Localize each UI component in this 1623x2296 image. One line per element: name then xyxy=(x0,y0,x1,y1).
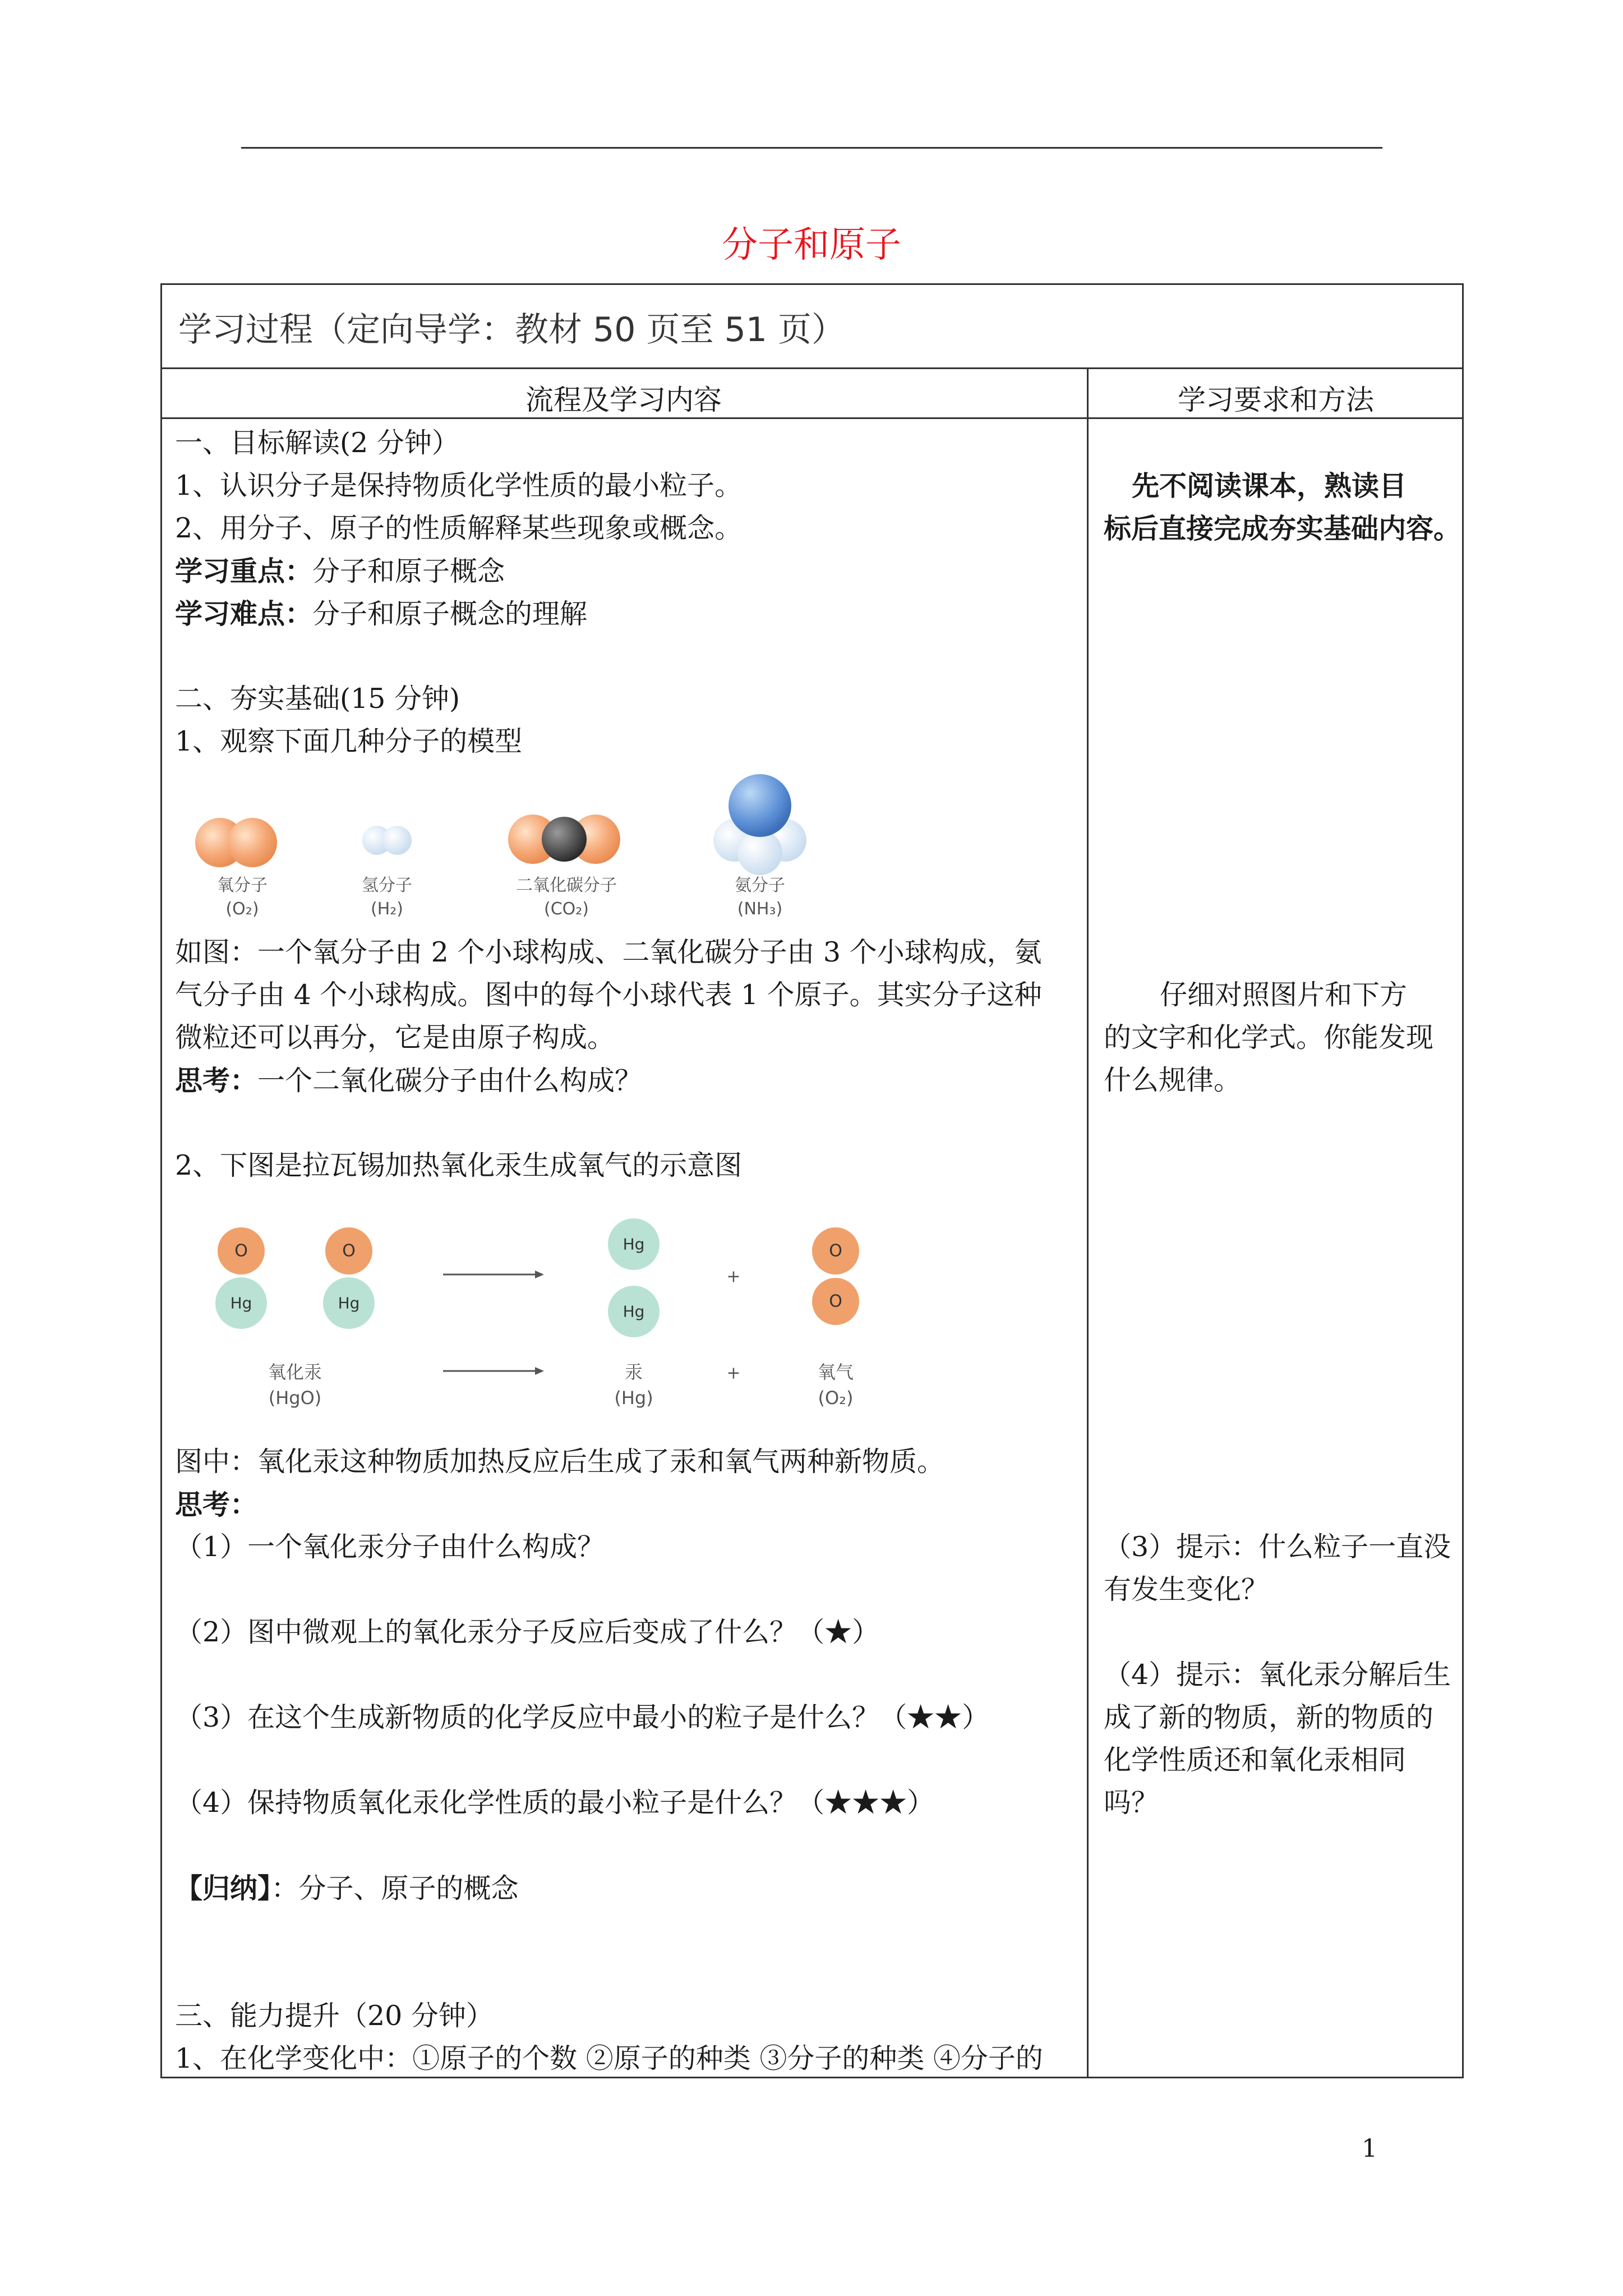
label-o2-formula: (O₂) xyxy=(818,1387,854,1409)
molecule-label-co2: 二氧化碳分子 (CO₂) xyxy=(516,876,617,919)
page-number: 1 xyxy=(1362,2134,1377,2163)
right-note-3 xyxy=(1104,1526,1451,1611)
right-note-2 xyxy=(1104,974,1433,1102)
right-note-3-line-2: 有发生变化？ xyxy=(1104,1573,1269,1605)
right-note-2-line-1: 仔细对照图片和下方 xyxy=(1160,979,1408,1011)
mercury-oxide-reaction-diagram xyxy=(185,1212,914,1447)
svg-text:O: O xyxy=(829,1291,842,1312)
part2-question-1: 1、观察下面几种分子的模型 xyxy=(175,725,523,757)
right-note-3-line-1: （3）提示：什么粒子一直没 xyxy=(1104,1531,1451,1563)
part1-heading: 一、目标解读(2 分钟） xyxy=(175,427,459,459)
key-point-text: 分子和原子概念 xyxy=(312,555,505,587)
ammonia-molecule-model xyxy=(713,774,806,875)
label-hg-name: 汞 xyxy=(624,1361,643,1383)
column-header-left: 流程及学习内容 xyxy=(525,384,722,416)
svg-text:Hg: Hg xyxy=(623,1302,645,1321)
header-rule xyxy=(241,147,1382,149)
question-3: （3）在这个生成新物质的化学反应中最小的粒子是什么？（★★） xyxy=(175,1701,990,1733)
hgo-molecule-2 xyxy=(323,1227,375,1329)
hydrogen-molecule-model xyxy=(362,826,412,855)
molecule-paragraph-line-3: 微粒还可以再分，它是由原子构成。 xyxy=(175,1022,615,1053)
table-divider-heading xyxy=(160,367,1464,369)
svg-text:Hg: Hg xyxy=(230,1294,252,1313)
right-note-2-line-3: 什么规律。 xyxy=(1104,1064,1242,1096)
right-note-4 xyxy=(1104,1654,1451,1824)
right-note-4-line-1: （4）提示：氧化汞分解后生 xyxy=(1104,1659,1451,1691)
reaction-caption: 图中：氧化汞这种物质加热反应后生成了汞和氧气两种新物质。 xyxy=(175,1446,945,1478)
label-hgo-formula: (HgO) xyxy=(268,1387,322,1409)
section-heading-text: 学习过程（定向导学：教材 50 页至 51 页） xyxy=(178,310,845,349)
molecule-label-h2: 氢分子 (H₂) xyxy=(362,876,412,919)
key-point-label: 学习重点： xyxy=(175,555,313,587)
right-note-1-line-2: 标后直接完成夯实基础内容。 xyxy=(1104,512,1461,545)
part3-heading: 三、能力提升（20 分钟） xyxy=(175,2000,494,2032)
right-note-4-line-3: 化学性质还和氧化汞相同 xyxy=(1104,1744,1407,1776)
label-o2-name: 氧气 xyxy=(817,1361,854,1383)
column-header-right: 学习要求和方法 xyxy=(1178,384,1374,416)
page-title: 分子和原子 xyxy=(722,224,901,266)
plus-sign-bottom: + xyxy=(726,1363,741,1383)
think-question-1 xyxy=(175,1059,642,1102)
right-note-1-line-1: 先不阅读课本，熟读目 xyxy=(1132,470,1407,502)
label-hgo-name: 氧化汞 xyxy=(268,1361,322,1383)
difficulty-point xyxy=(175,592,587,636)
key-point xyxy=(175,550,505,593)
summary-label: 【归纳】 xyxy=(175,1872,271,1904)
molecule-paragraph-line-2: 气分子由 4 个小球构成。图中的每个小球代表 1 个原子。其实分子这种 xyxy=(175,979,1042,1011)
hg-atoms xyxy=(608,1218,660,1337)
molecule-label-o2: 氧分子 (O₂) xyxy=(217,876,268,919)
svg-text:O: O xyxy=(342,1241,356,1261)
o2-molecule xyxy=(812,1227,859,1325)
part2-question-2: 2、下图是拉瓦锡加热氧化汞生成氧气的示意图 xyxy=(175,1149,743,1181)
reaction-arrow-bottom xyxy=(443,1367,544,1375)
question-2: （2）图中微观上的氧化汞分子反应后变成了什么？（★） xyxy=(175,1616,880,1648)
summary xyxy=(175,1867,519,1910)
svg-text:Hg: Hg xyxy=(623,1235,645,1254)
part1-item-2: 2、用分子、原子的性质解释某些现象或概念。 xyxy=(175,512,743,544)
think-text: 一个二氧化碳分子由什么构成？ xyxy=(257,1065,643,1097)
summary-text: ：分子、原子的概念 xyxy=(271,1872,519,1904)
reaction-arrow-top xyxy=(443,1271,544,1278)
part3-question-1: 1、在化学变化中：①原子的个数 ②原子的种类 ③分子的种类 ④分子的 xyxy=(175,2042,1043,2074)
svg-text:O: O xyxy=(234,1241,248,1261)
part2-heading: 二、夯实基础(15 分钟) xyxy=(175,683,460,715)
right-note-4-line-4: 吗？ xyxy=(1104,1787,1159,1819)
column-divider xyxy=(1087,368,1089,2077)
right-note-1 xyxy=(1104,464,1461,550)
molecule-paragraph-line-1: 如图：一个氧分子由 2 个小球构成、二氧化碳分子由 3 个小球构成，氨 xyxy=(175,936,1042,968)
oxygen-molecule-model xyxy=(195,818,277,867)
question-4: （4）保持物质氧化汞化学性质的最小粒子是什么？（★★★） xyxy=(175,1787,935,1819)
part1-item-1: 1、认识分子是保持物质化学性质的最小粒子。 xyxy=(175,470,743,501)
svg-text:Hg: Hg xyxy=(338,1294,360,1313)
difficulty-label: 学习难点： xyxy=(175,597,313,630)
molecule-label-nh3: 氨分子 (NH₃) xyxy=(735,876,785,919)
right-note-2-line-2: 的文字和化学式。你能发现 xyxy=(1104,1022,1434,1053)
carbon-dioxide-molecule-model xyxy=(508,815,620,864)
think-label-2: 思考： xyxy=(175,1488,258,1521)
difficulty-text: 分子和原子概念的理解 xyxy=(312,598,588,630)
section-heading xyxy=(178,303,845,351)
question-1: （1）一个氧化汞分子由什么构成？ xyxy=(175,1531,605,1563)
plus-sign-top: + xyxy=(726,1267,741,1287)
label-hg-formula: (Hg) xyxy=(614,1387,653,1409)
think-label: 思考： xyxy=(175,1064,258,1097)
right-note-4-line-2: 成了新的物质，新的物质的 xyxy=(1104,1701,1434,1733)
svg-text:O: O xyxy=(829,1241,842,1261)
hgo-molecule-1 xyxy=(215,1227,267,1329)
